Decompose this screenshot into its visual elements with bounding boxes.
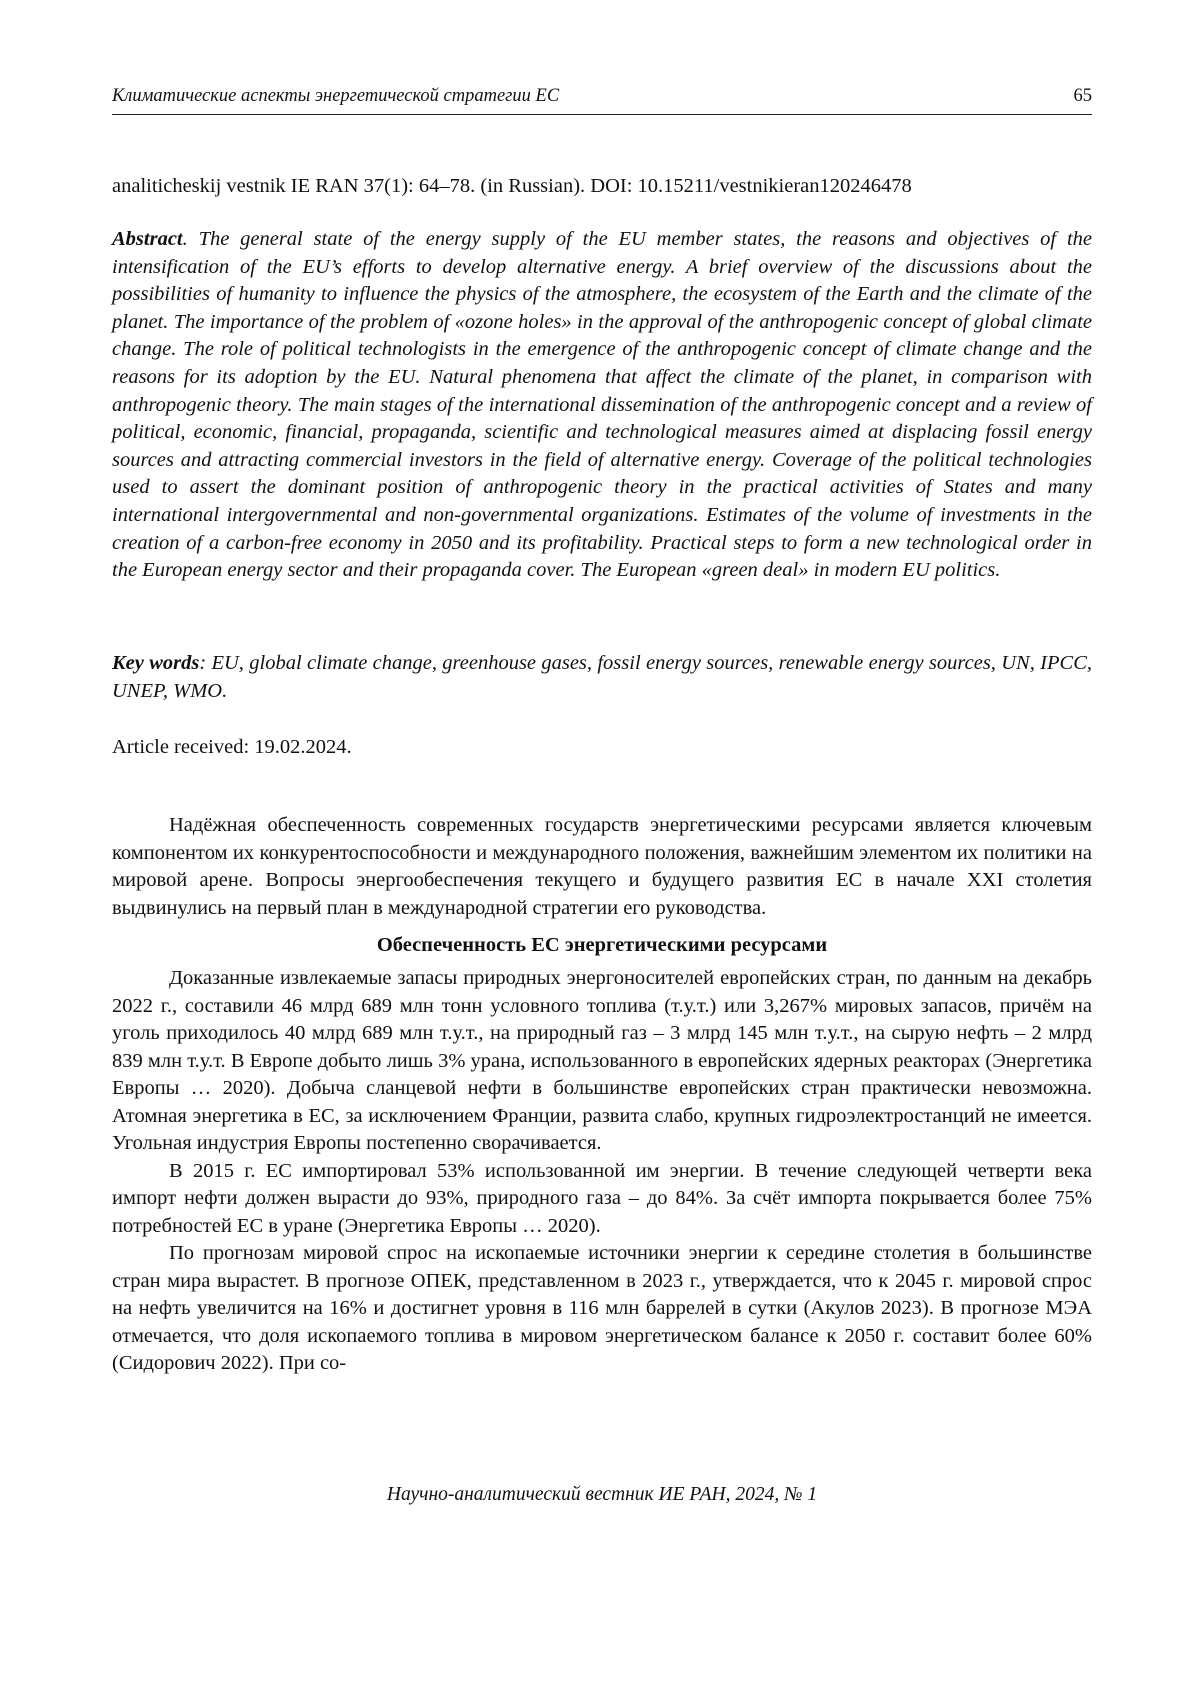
keywords-text: : EU, global climate change, greenhouse gases, fossil energy sources, renewable energy sources, UN, IPCC, UNEP, WMO. — [112, 652, 1092, 702]
journal-footer: Научно-аналитический вестник ИЕ РАН, 2024, № 1 — [386, 1484, 818, 1505]
article-body — [112, 812, 1092, 1378]
section-title: Обеспеченность ЕС энергетическими ресурсами — [376, 934, 828, 956]
running-header — [112, 84, 1092, 115]
abstract-label: Abstract — [112, 228, 183, 250]
intro-paragraph: Надёжная обеспеченность современных государств энергетическими ресурсами является ключевым компонентом их конкурентоспособности и международного положения, важнейшим элементом их политики на мировой арене. Вопросы энергообеспечения текущего и будущего развития ЕС в начале XXI столетия выдвинулись на первый план в международной стратегии его руководства. — [112, 814, 1092, 919]
article-received: Article received: 19.02.2024. — [112, 736, 352, 758]
keywords — [112, 650, 1092, 705]
body-paragraph-2: В 2015 г. ЕС импортировал 53% использованной им энергии. В течение следующей четверти века импорт нефти должен вырасти до 93%, природного газа – до 84%. За счёт импорта покрывается более 75% потребностей ЕС в уране (Энергетика Европы … 2020). — [112, 1159, 1092, 1237]
body-paragraph-3: По прогнозам мировой спрос на ископаемые источники энергии к середине столетия в большинстве стран мира вырастет. В прогнозе ОПЕК, представленном в 2023 г., утверждается, что к 2045 г. мировой спрос на нефть увеличится на 16% и достигнет уровня в 116 млн баррелей в сутки (Акулов 2023). В прогнозе МЭА отмечается, что доля ископаемого топлива в мировом энергетическом балансе к 2050 г. составит более 60% (Сидорович 2022). При со- — [112, 1242, 1092, 1374]
abstract — [112, 226, 1092, 585]
page — [112, 0, 1092, 1698]
running-title: Климатические аспекты энергетической стратегии ЕС — [112, 86, 560, 106]
keywords-label: Key words — [112, 652, 200, 674]
reference-tail: analiticheskij vestnik IE RAN 37(1): 64–78. (in Russian). DOI: 10.15211/vestnikieran120246478 — [112, 175, 912, 197]
abstract-text: . The general state of the energy supply of the EU member states, the reasons and objectives of the intensification of the EU’s efforts to develop alternative energy. A brief overview of the discussions about the possibilities of humanity to influence the physics of the atmosphere, the ecosystem of the Earth and the climate of the planet. The importance of the problem of «ozone holes» in the approval of the anthropogenic concept of global climate change. The role of political technologists in the emergence of the anthropogenic concept of climate change and the reasons for its adoption by the EU. Natural phenomena that affect the climate of the planet, in comparison with anthropogenic theory. The main stages of the international dissemination of the anthropogenic concept and a review of political, economic, financial, propaganda, scientific and technological measures aimed at displacing fossil energy sources and attracting commercial investors in the field of alternative energy. Coverage of the political technologies used to assert the dominant position of anthropogenic theory in the practical activities of States and many international intergovernmental and non-governmental organizations. Estimates of the volume of investments in the creation of a carbon-free economy in 2050 and its profitability. Practical steps to form a new technological order in the European energy sector and their propaganda cover. The European «green deal» in modern EU politics. — [112, 228, 1092, 582]
page-number: 65 — [1073, 86, 1092, 106]
body-paragraph-1: Доказанные извлекаемые запасы природных энергоносителей европейских стран, по данным на декабрь 2022 г., составили 46 млрд 689 млн тонн условного топлива (т.у.т.) или 3,267% мировых запасов, причём на уголь приходилось 40 млрд 689 млн т.у.т., на природный газ – 3 млрд 145 млн т.у.т., на сырую нефть – 2 млрд 839 млн т.у.т. В Европе добыто лишь 3% урана, использованного в европейских ядерных реакторах (Энергетика Европы … 2020). Добыча сланцевой нефти в большинстве европейских стран практически невозможна. Атомная энергетика в ЕС, за исключением Франции, развита слабо, крупных гидроэлектростанций не имеется. Угольная индустрия Европы постепенно сворачивается. — [112, 967, 1092, 1154]
